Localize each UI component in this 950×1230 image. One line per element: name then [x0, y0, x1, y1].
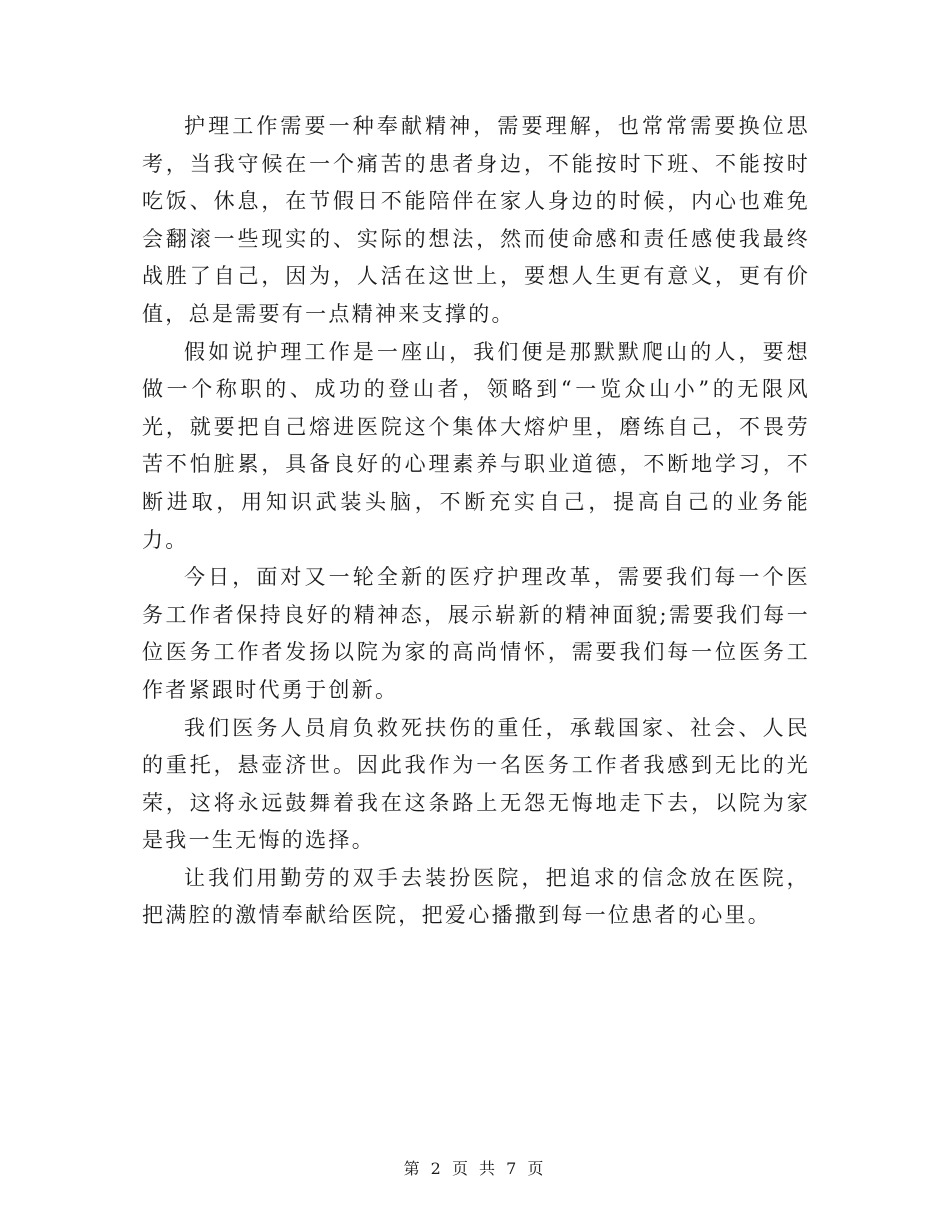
page-number-footer: 第 2 页 共 7 页	[403, 1159, 547, 1178]
paragraph-1: 护理工作需要一种奉献精神，需要理解，也常常需要换位思考，当我守候在一个痛苦的患者身边，不能按时下班、不能按时吃饭、休息，在节假日不能陪伴在家人身边的时候，内心也难免会翻滚一些现实的、实际的想法，然而使命感和责任感使我最终战胜了自己，因为，人活在这世上，要想人生更有意义，更有价值，总是需要有一点精神来支撑的。	[142, 114, 810, 326]
paragraph-4: 我们医务人员肩负救死扶伤的重任，承载国家、社会、人民的重托，悬壶济世。因此我作为一名医务工作者我感到无比的光荣，这将永远鼓舞着我在这条路上无怨无悔地走下去，以院为家是我一生无悔的选择。	[142, 715, 810, 853]
paragraph-3: 今日，面对又一轮全新的医疗护理改革，需要我们每一个医务工作者保持良好的精神态，展示崭新的精神面貌;需要我们每一位医务工作者发扬以院为家的高尚情怀，需要我们每一位医务工作者紧跟时代勇于创新。	[142, 565, 810, 702]
document-body	[142, 108, 810, 935]
paragraph-5: 让我们用勤劳的双手去装扮医院，把追求的信念放在医院，把满腔的激情奉献给医院，把爱心播撒到每一位患者的心里。	[142, 865, 810, 928]
paragraph-2: 假如说护理工作是一座山，我们便是那默默爬山的人，要想做一个称职的、成功的登山者，领略到“一览众山小”的无限风光，就要把自己熔进医院这个集体大熔炉里，磨练自己，不畏劳苦不怕脏累，具备良好的心理素养与职业道德，不断地学习，不断进取，用知识武装头脑，不断充实自己，提高自己的业务能力。	[142, 339, 810, 552]
